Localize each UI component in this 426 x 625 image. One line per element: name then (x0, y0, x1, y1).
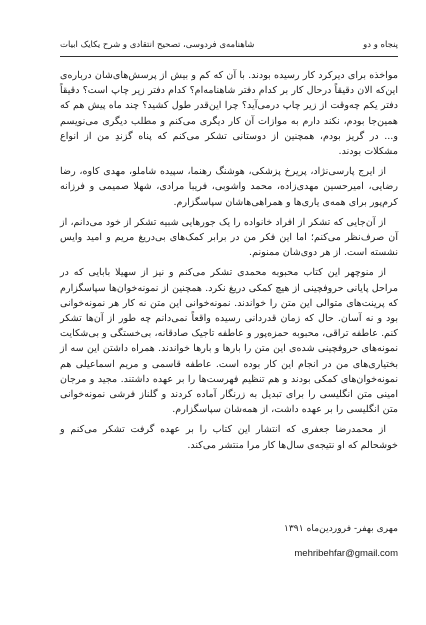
paragraph: از محمدرضا جعفری که انتشار این کتاب را بر عهده گرفت تشکر می‌کنم و خوشحالم که او نتیجه‌ی سال‌ها کار مرا منتشر می‌کند. (60, 424, 398, 451)
body-text (60, 68, 398, 458)
header-rule (60, 56, 398, 57)
running-header (60, 40, 398, 54)
paragraph: از منوچهر این کتاب محبوبه محمدی تشکر می‌کنم و نیز از سهیلا بابایی که در مراحل پایانی حروفچینی از هیچ کمکی دریغ نکرد. همچنین از نمونه‌خوان‌ها سپاسگزارم که پرینت‌های متوالی این متن را خواندند. نمونه‌خوانی این متن نه کار هر نمونه‌خوانی بود و نه آسان. حال که زمان قدردانی رسیده واقعاً نمی‌دانم چه طور از آن‌ها تشکر کنم. عاطفه تراقی، محبوبه حمزه‌پور و عاطفه تاجیک صادقانه، بی‌خستگی و بی‌شکایت نمونه‌های حروفچینی شده‌ی این متن را بارها و بارها خواندند. همراه داشتن این سه از بختیاری‌های من در انجام این کار بوده است. عاطفه قاسمی و مریم اسماعیلی هم نمونه‌خوان‌های کمکی بودند و هم تنظیم فهرست‌ها را بر عهده داشتند. مجید و مرجان امینی متن انگلیسی را برای تبدیل به زرنگار آماده کردند و گلناز فرشی نمونه‌خوانی متن انگلیسی را بر عهده داشت، از همه‌شان سپاسگزارم. (60, 267, 398, 416)
paragraph: از ایرج پارسی‌نژاد، پریرخ پزشکی، هوشنگ رهنما، سپیده شاملو، مهدی کاوه، رضا رضایی، امیرحسین مهدی‌زاده، محمد واشوبی، فریبا مرادی، شهلا صمیمی و فرزانه کرم‌پور برای همه‌ی یاری‌ها و همراهی‌هاشان سپاسگزارم. (60, 166, 398, 208)
author-email: mehribehfar@gmail.com (294, 548, 398, 559)
page-number-label: پنجاه و دو (363, 40, 398, 50)
author-signature: مهری بهفر- فروردین‌ماه ۱۳۹۱ (283, 523, 398, 534)
book-title: شاهنامه‌ی فردوسی، تصحیح انتقادی و شرح یکایک ابیات (60, 40, 255, 50)
author-email-line (60, 548, 398, 559)
paragraph: مواخذه برای دیرکرد کار رسیده بودند. با آن که کم و بیش از پرسش‌های‌شان درباره‌ی این‌که الان دقیقاً درحال کار بر کدام دفتر شاهنامه‌ام؟ کدام دفتر زیر چاپ است؟ دقیقاً دفتر یکم چه‌وقت از زیر چاپ درمی‌آید؟ چرا این‌قدر طول کشید؟ چند ماه پیش هم که همین‌جا بودم، نکند دارم به موازات آن کار دیگری می‌کنم و مطلب دیگری می‌نویسم و... در گریز بودم، همچنین از دوستانی تشکر می‌کنم که پناه گزندِ من از انواع مشکلات بودند. (60, 70, 398, 158)
paragraph: از آن‌جایی که تشکر از افراد خانواده را یک جورهایی شبیه تشکر از خود می‌دانم، از آن صرف‌نظر می‌کنم؛ اما این فکر من در برابر کمک‌های بی‌دریغ مریم و امید وایس نشسته است. از هر دوی‌شان ممنونم. (60, 216, 398, 259)
